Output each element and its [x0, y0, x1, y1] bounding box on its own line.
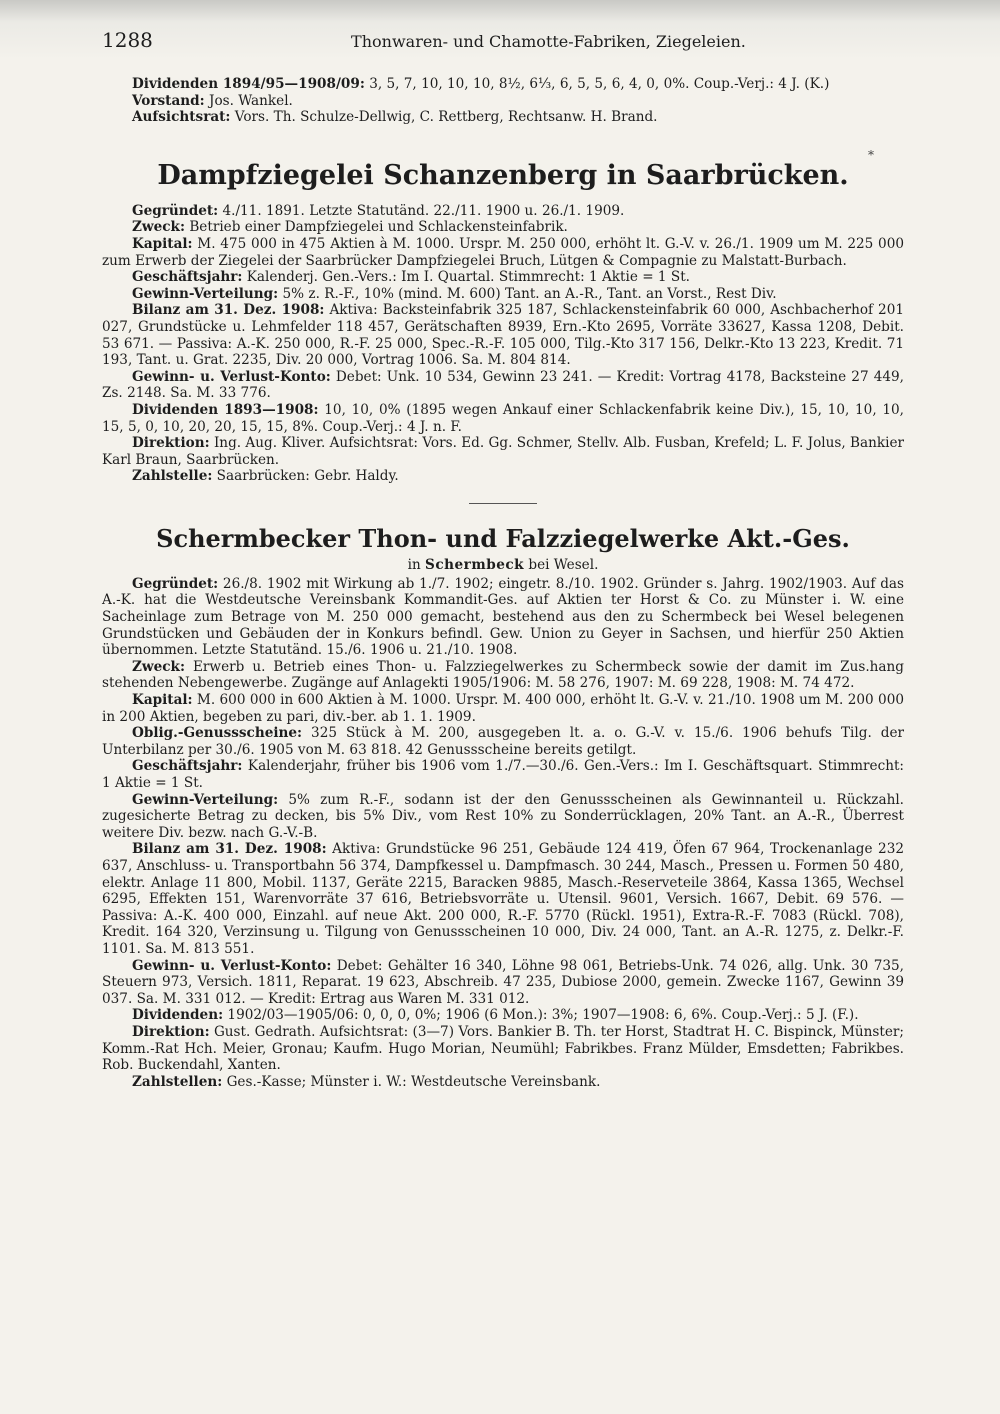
entry-paragraph [102, 692, 904, 725]
field-label: Gewinn- u. Verlust-Konto: [132, 957, 332, 974]
field-text: Ges.-Kasse; Münster i. W.: Westdeutsche Vereinsbank. [222, 1073, 601, 1090]
entry-paragraph [102, 402, 904, 435]
field-text: 4./11. 1891. Letzte Statutänd. 22./11. 1900 u. 26./1. 1909. [218, 202, 625, 219]
field-label: Gewinn-Verteilung: [132, 285, 279, 302]
field-text: Aktiva: Grundstücke 96 251, Gebäude 124 419, Öfen 67 964, Trockenanlage 232 637, Anschluss- u. Transportbahn 56 374, Dampfkessel u. Dampfmasch. 30 244, Masch., Pressen u. Formen 50 480, elektr. Anlage 11 800, Mobil. 1137, Geräte 2215, Baracken 9885, Masch.-Reserveteile 3864, Kassa 1365, Wechsel 6295, Effekten 151, Warenvorräte 37 616, Betriebsvorräte u. Utensil. 9601, Versich. 1667, Debit. 69 576. — Passiva: A.-K. 400 000, Einzahl. auf neue Akt. 200 000, R.-F. 5770 (Rückl. 1951), Extra-R.-F. 7083 (Rückl. 708), Kredit. 164 320, Verzinsung u. Tilgung von Genussscheinen 10 000, Div. 24 000, Tant. an A.-R. 1275, z. Delkr.-F. 1101. Sa. M. 813 551. [102, 841, 904, 957]
field-text: 1902/03—1905/06: 0, 0, 0, 0%; 1906 (6 Mon.): 3%; 1907—1908: 6, 6%. Coup.-Verj.: 5 J. (F.). [223, 1007, 859, 1024]
previous-entry-end [102, 76, 904, 126]
field-text: Jos. Wankel. [204, 92, 293, 109]
company-title-schermbeck: Schermbecker Thon- und Falzziegelwerke Akt.-Ges. [156, 523, 850, 553]
field-text: 26./8. 1902 mit Wirkung ab 1./7. 1902; eingetr. 8./10. 1902. Gründer s. Jahrg. 1902/1903. Auf das A.-K. hat die Westdeutsche Vereinsbank Kommandit-Ges. auf Aktien ter Horst & Co. zu Münster i. W. eine Sacheinlage zum Betrage von M. 250 000 gemacht, bestehend aus den zu Schermbeck bei Wesel belegenen Grundstücken und Gebäuden der in Konkurs befindl. Gew. Union zu Geyer in Sachsen, und hierfür 250 Aktien übernommen. Letzte Statutänd. 15./6. 1906 u. 21./10. 1908. [102, 575, 904, 659]
field-label: Gewinn-Verteilung: [132, 791, 279, 808]
field-label: Aufsichtsrat: [132, 109, 231, 126]
margin-asterisk: * [868, 148, 874, 162]
field-text: 325 Stück à M. 200, ausgegeben lt. a. o. G.-V. v. 15./6. 1906 behufs Tilg. der Unterbilanz per 30./6. 1905 von M. 63 818. 42 Genussscheine bereits getilgt. [102, 725, 904, 758]
field-label: Zahlstellen: [132, 1073, 223, 1090]
field-text: Vors. Th. Schulze-Dellwig, C. Rettberg, Rechtsanw. H. Brand. [230, 109, 658, 126]
field-text: Aktiva: Backsteinfabrik 325 187, Schlackensteinfabrik 60 000, Aschbacherhof 201 027, Grundstücke u. Lehmfelder 118 457, Gerätschaften 8939, Ern.-Kto 2695, Vorräte 33627, Kassa 1208, Debit. 53 671. — Passiva: A.-K. 250 000, R.-F. 25 000, Spec.-R.-F. 105 000, Tilg.-Kto 317 156, Delkr.-Kto 13 223, Kredit. 71 193, Tant. u. Grat. 2235, Div. 20 000, Vortrag 1006. Sa. M. 804 814. [102, 302, 905, 369]
field-label: Geschäftsjahr: [132, 269, 243, 286]
field-label: Gegründet: [132, 575, 219, 592]
entry-paragraph [102, 76, 904, 93]
entry-schermbeck [102, 576, 904, 1090]
location-place: Schermbeck [425, 556, 525, 573]
field-label: Vorstand: [132, 92, 205, 109]
entry-paragraph [102, 576, 904, 659]
entry-paragraph [102, 958, 904, 1008]
field-label: Zweck: [132, 658, 185, 675]
entry-paragraph [102, 203, 904, 220]
field-text: Gust. Gedrath. Aufsichtsrat: (3—7) Vors. Bankier B. Th. ter Horst, Stadtrat H. C. Bispinck, Münster; Komm.-Rat Hch. Meier, Gronau; Kaufm. Hugo Morian, Neumühl; Fabrikbes. Franz Mülder, Emsdetten; Fabrikbes. Rob. Buckendahl, Xanten. [102, 1023, 904, 1074]
field-label: Gegründet: [132, 202, 219, 219]
field-label: Bilanz am 31. Dez. 1908: [132, 302, 325, 319]
field-label: Zahlstelle: [132, 468, 213, 485]
field-text: Erwerb u. Betrieb eines Thon- u. Falzziegelwerkes zu Schermbeck sowie der damit im Zus.hang stehenden Nebengewerbe. Zugänge auf Anlagekti 1905/1906: M. 58 276, 1907: M. 69 228, 1908: M. 74 472. [102, 658, 904, 692]
field-label: Direktion: [132, 435, 210, 452]
field-label: Oblig.-Genussscheine: [132, 725, 303, 742]
field-label: Dividenden 1893—1908: [132, 401, 319, 418]
field-text: Kalenderjahr, früher bis 1906 vom 1./7.—30./6. Gen.-Vers.: Im I. Geschäftsquart. Stimmrecht: 1 Aktie = 1 St. [102, 758, 904, 791]
entry-paragraph [102, 792, 904, 842]
entry-paragraph [102, 1007, 904, 1024]
field-text: Ing. Aug. Kliver. Aufsichtsrat: Vors. Ed. Gg. Schmer, Stellv. Alb. Fusban, Krefeld; L. F. Jolus, Bankier Karl Braun, Saarbrücken. [102, 435, 904, 468]
field-text: Saarbrücken: Gebr. Haldy. [212, 468, 399, 485]
field-text: Kalenderj. Gen.-Vers.: Im I. Quartal. Stimmrecht: 1 Aktie = 1 St. [242, 269, 690, 286]
company-location [102, 557, 904, 573]
location-suffix: bei Wesel. [524, 556, 599, 573]
section-divider [469, 503, 537, 504]
entry-paragraph [102, 236, 904, 269]
field-label: Dividenden: [132, 1007, 224, 1024]
field-text: 10, 10, 0% (1895 wegen Ankauf einer Schlackenfabrik keine Div.), 15, 10, 10, 10, 15, 5, 0, 10, 20, 20, 15, 15, 8%. Coup.-Verj.: 4 J. n. F. [102, 401, 904, 435]
field-text: 3, 5, 7, 10, 10, 10, 8½, 6⅓, 6, 5, 5, 6, 4, 0, 0%. Coup.-Verj.: 4 J. (K.) [364, 76, 830, 92]
location-prefix: in [407, 556, 426, 573]
field-text: 5% z. R.-F., 10% (mind. M. 600) Tant. an A.-R., Tant. an Vorst., Rest Div. [278, 285, 777, 302]
field-text: M. 600 000 in 600 Aktien à M. 1000. Urspr. M. 400 000, erhöht lt. G.-V. v. 21./10. 1908 um M. 200 000 in 200 Aktien, begeben zu pari, div.-ber. ab 1. 1. 1909. [102, 692, 904, 725]
page-header [102, 28, 904, 52]
field-label: Gewinn- u. Verlust-Konto: [132, 368, 331, 385]
entry-paragraph [102, 109, 904, 126]
entry-schanzenberg [102, 203, 904, 485]
field-label: Zweck: [132, 219, 185, 236]
field-text: Debet: Unk. 10 534, Gewinn 23 241. — Kredit: Vortrag 4178, Backsteine 27 449, Zs. 2148. Sa. M. 33 776. [102, 368, 904, 402]
entry-paragraph [102, 269, 904, 286]
field-label: Kapital: [132, 692, 193, 709]
field-label: Geschäftsjahr: [132, 758, 243, 775]
field-text: Debet: Gehälter 16 340, Löhne 98 061, Betriebs-Unk. 74 026, allg. Unk. 30 735, Steuern 973, Versich. 1811, Reparat. 19 623, Abschreib. 47 235, Dubiose 2000, gemein. Zwecke 1167, Gewinn 39 037. Sa. M. 331 012. — Kredit: Ertrag aus Waren M. 331 012. [102, 957, 904, 1007]
field-label: Kapital: [132, 235, 193, 252]
entry-paragraph [102, 286, 904, 303]
field-text: M. 475 000 in 475 Aktien à M. 1000. Urspr. M. 250 000, erhöht lt. G.-V. v. 26./1. 1909 um M. 225 000 zum Erwerb der Ziegelei der Saarbrücker Dampfziegelei Bruch, Lütgen & Compagnie zu Malstatt-Burbach. [102, 235, 904, 269]
entry-paragraph [102, 219, 904, 236]
field-text: Betrieb einer Dampfziegelei und Schlackensteinfabrik. [185, 219, 568, 236]
entry-paragraph [102, 841, 904, 957]
company-title-schanzenberg: Dampfziegelei Schanzenberg in Saarbrücken. [157, 159, 849, 191]
entry-paragraph [102, 725, 904, 758]
field-label: Bilanz am 31. Dez. 1908: [132, 841, 327, 858]
entry-paragraph [102, 468, 904, 485]
entry-paragraph [102, 435, 904, 468]
field-label: Dividenden 1894/95—1908/09: [132, 76, 365, 92]
entry-paragraph [102, 302, 904, 368]
field-text: 5% zum R.-F., sodann ist der den Genussscheinen als Gewinnanteil u. Rückzahl. zugesicherte Betrag zu decken, bis 5% Div., vom Rest 10% zu Sonderrücklagen, 20% Tant. an A.-R., Überrest weitere Div. bezw. nach G.-V.-B. [102, 791, 904, 841]
entry-paragraph [102, 369, 904, 402]
running-title: Thonwaren- und Chamotte-Fabriken, Ziegeleien. [351, 32, 746, 51]
field-label: Direktion: [132, 1023, 210, 1040]
entry-paragraph [102, 1074, 904, 1091]
entry-paragraph [102, 1024, 904, 1074]
entry-paragraph [102, 659, 904, 692]
entry-paragraph [102, 93, 904, 110]
page-number: 1288 [102, 28, 153, 52]
entry-paragraph [102, 758, 904, 791]
